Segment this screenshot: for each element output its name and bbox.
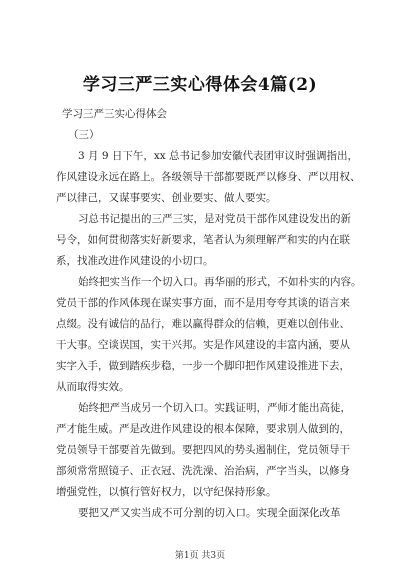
paragraph-line: 严才能生威。严是改进作风建设的根本保障，要求别人做到的， — [56, 423, 350, 435]
paragraph-line: 从而取得实效。 — [56, 381, 130, 393]
paragraph-line: 系，找准改进作风建设的小切口。 — [56, 255, 214, 267]
paragraph-line: 部须常常照镜子、正衣冠、洗洗澡、治治病，严字当头，以修身 — [56, 465, 350, 477]
paragraph-line: 严以律己，又谋事要实、创业要实、做人要实。 — [56, 192, 277, 204]
paragraph-line: 干大事。空谈误国，实干兴邦。实是作风建设的丰富内涵，要从 — [56, 339, 350, 351]
paragraph-line: 作风建设永远在路上。各级领导干部都要既严以修身、严以用权、 — [56, 171, 361, 183]
section-marker: （三） — [68, 129, 100, 141]
paragraph-line: 增强党性，以慎行管好权力，以守纪保持形象。 — [56, 486, 277, 498]
paragraph-line: 3 月 9 日下午，xx 总书记参加安徽代表团审议时强调指出， — [78, 150, 359, 162]
paragraph-line: 点缀。没有诚信的品行，难以赢得群众的信赖，更难以创伟业、 — [56, 318, 350, 330]
paragraph-line: 要把又严又实当成不可分割的切入口。实现全面深化改革 — [78, 507, 341, 519]
paragraph-line: 实字入手，做到踏疾步稳，一步一个脚印把作风建设推进下去， — [56, 360, 350, 372]
document-body — [56, 104, 362, 524]
paragraph-line: 党员干部的作风体现在谋实事方面，而不是用夸夸其谈的语言来 — [56, 297, 350, 309]
paragraph-line: 习总书记提出的三严三实，是对党员干部作风建设发出的新 — [78, 213, 351, 225]
paragraph-lines — [56, 146, 362, 524]
page-footer: 第1页 共3页 — [174, 551, 226, 561]
paragraph-line: 始终把实当作一个切入口。再华丽的形式，不如朴实的内容。 — [78, 276, 362, 288]
paragraph-line: 党员领导干部要首先做到。要把四风的势头遏制住，党员领导干 — [56, 444, 350, 456]
document-title: 学习三严三实心得体会4篇(2) — [82, 75, 318, 95]
paragraph-line: 号令，如何贯彻落实好新要求，笔者认为须理解严和实的内在联 — [56, 234, 350, 246]
paragraph-line: 始终把严当成另一个切入口。实践证明，严师才能出高徒， — [78, 402, 351, 414]
subtitle-line: 学习三严三实心得体会 — [62, 108, 167, 120]
